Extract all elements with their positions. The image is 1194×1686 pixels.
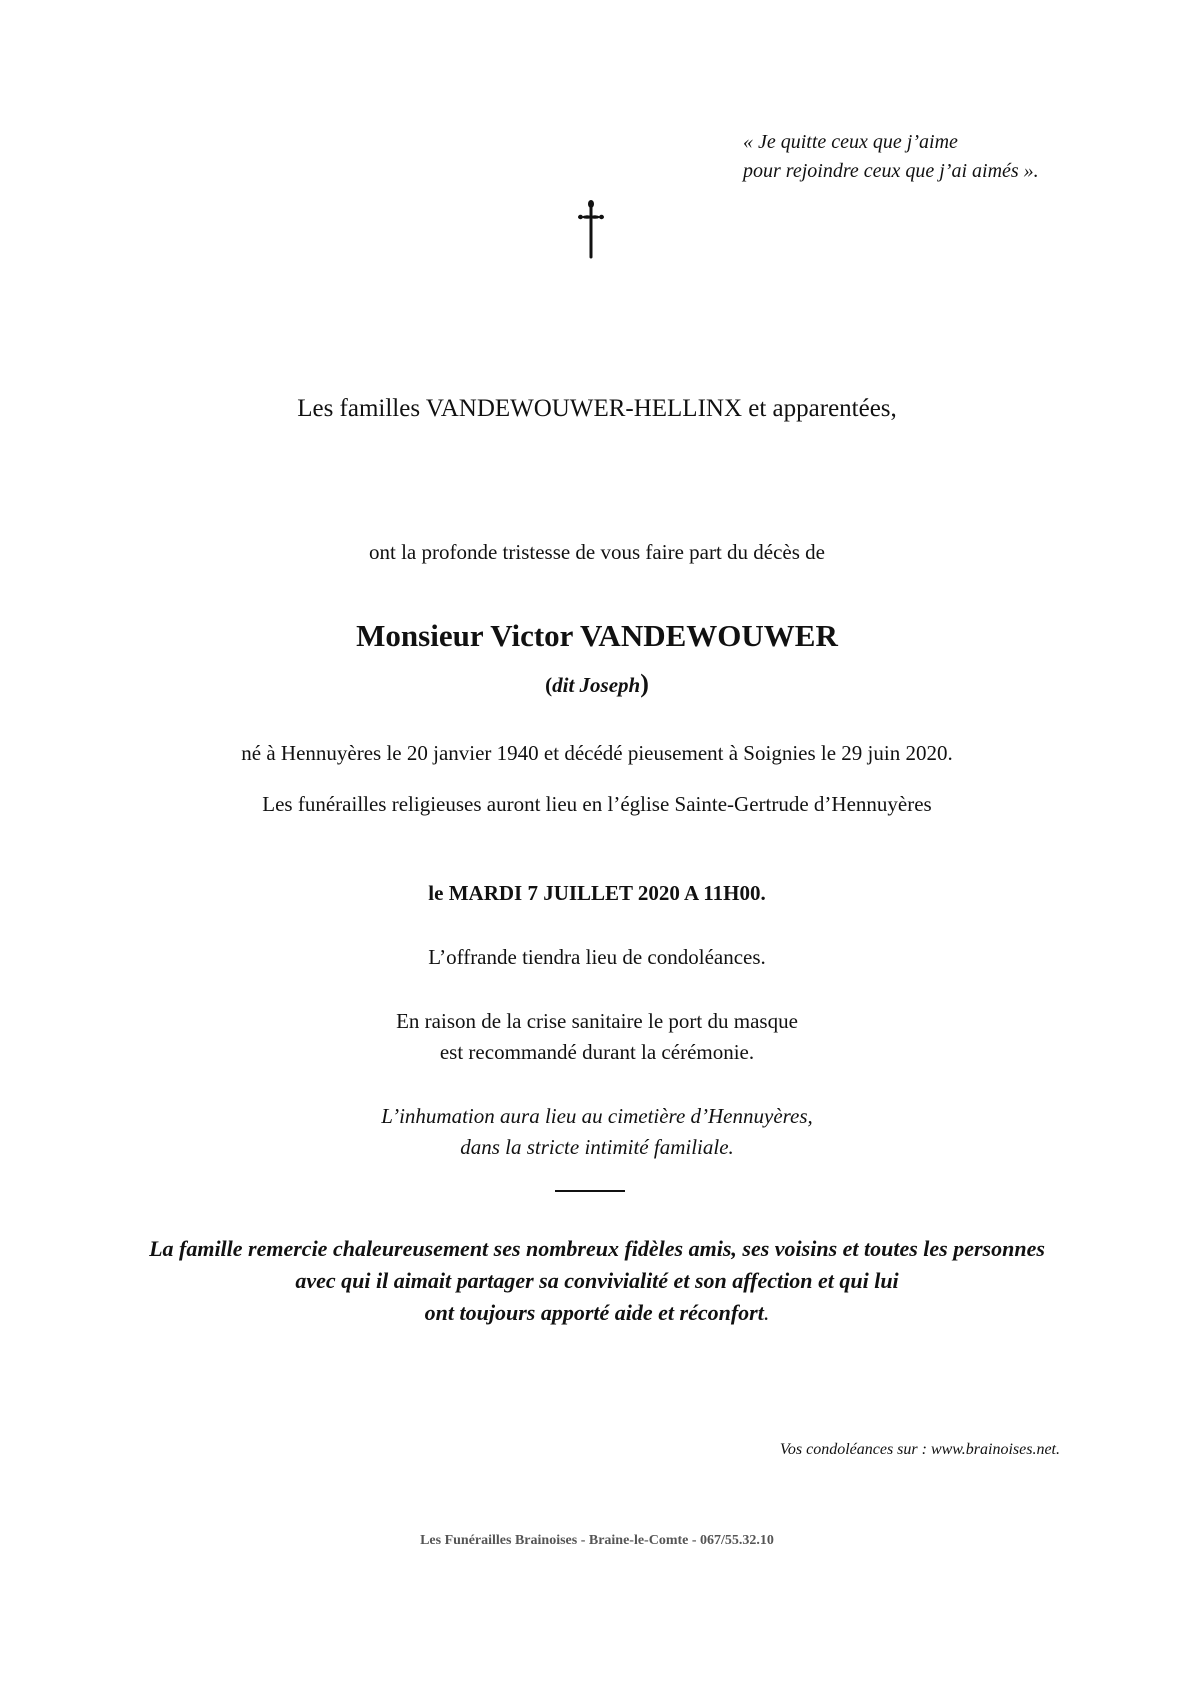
burial-line-2: dans la stricte intimité familiale.	[460, 1135, 734, 1159]
announcement-intro: ont la profonde tristesse de vous faire part du décès de	[368, 540, 825, 564]
burial-notice	[0, 1101, 1194, 1163]
thanks-line-3	[0, 1297, 1194, 1329]
deceased-nickname	[0, 669, 1194, 699]
funeral-location: Les funérailles religieuses auront lieu en l’église Sainte-Gertrude d’Hennuyères	[262, 792, 932, 816]
family-thanks	[0, 1233, 1194, 1329]
nickname-close-paren: )	[640, 669, 649, 698]
families-heading: Les familles VANDEWOUWER-HELLINX et apparentées,	[297, 395, 897, 422]
thanks-line-3-period: .	[763, 1300, 770, 1325]
burial-line-1: L’inhumation aura lieu au cimetière d’Hennuyères,	[381, 1104, 813, 1128]
condolences-website: Vos condoléances sur : www.brainoises.net.	[779, 1441, 1060, 1458]
quote-line-2: pour rejoindre ceux que j’ai aimés ».	[743, 160, 1039, 182]
thanks-line-1: La famille remercie chaleureusement ses nombreux fidèles amis, ses voisins et toutes les personnes	[149, 1236, 1045, 1261]
quote-line-1: « Je quitte ceux que j’aime	[743, 131, 958, 153]
funeral-home-footer: Les Funérailles Brainoises - Braine-le-Comte - 067/55.32.10	[420, 1533, 774, 1548]
offering-note: L’offrande tiendra lieu de condoléances.	[428, 945, 766, 969]
funeral-date: le MARDI 7 JUILLET 2020 A 11H00.	[428, 881, 766, 905]
nickname-text: dit Joseph	[552, 673, 641, 697]
thanks-line-3-text: ont toujours apporté aide et réconfort	[424, 1300, 764, 1325]
dagger-cross-icon	[578, 199, 604, 259]
thanks-line-2: avec qui il aimait partager sa convivialité et son affection et qui lui	[295, 1268, 899, 1293]
nickname-open-paren: (	[545, 673, 553, 697]
sanitary-line-2: est recommandé durant la cérémonie.	[439, 1040, 755, 1064]
epigraph-quote	[743, 128, 1039, 186]
section-divider	[555, 1190, 625, 1192]
sanitary-line-1: En raison de la crise sanitaire le port du masque	[396, 1009, 798, 1033]
sanitary-notice	[0, 1006, 1194, 1068]
deceased-name: Monsieur Victor VANDEWOUWER	[356, 618, 838, 653]
birth-death-details: né à Hennuyères le 20 janvier 1940 et décédé pieusement à Soignies le 29 juin 2020.	[241, 741, 953, 765]
